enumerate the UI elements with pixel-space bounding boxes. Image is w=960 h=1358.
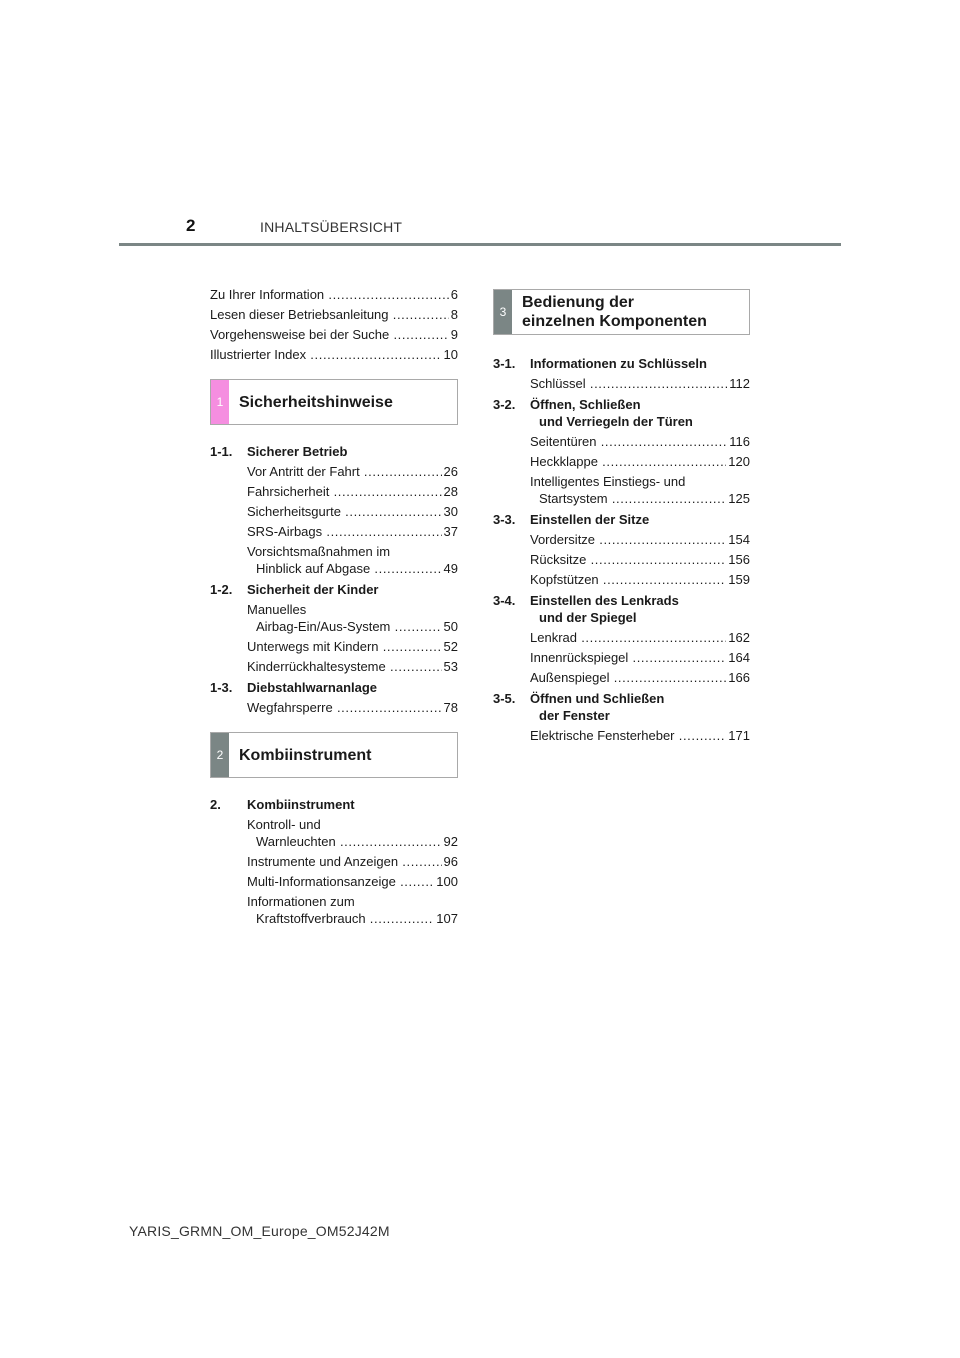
toc-entry[interactable] [530, 551, 750, 568]
toc-entry-label: Multi-Informationsanzeige ..... [247, 873, 434, 890]
toc-entry-label: Instrumente und Anzeigen ..... [247, 853, 442, 870]
subsection-heading[interactable] [210, 581, 458, 598]
toc-entry[interactable] [530, 727, 750, 744]
toc-entry[interactable] [530, 649, 750, 666]
toc-entry-label: Kinderrückhaltesysteme ..... [247, 658, 442, 675]
section-2-banner[interactable] [210, 732, 458, 778]
subsection-number: 3-5. [493, 691, 516, 706]
subsection-heading[interactable] [493, 592, 750, 626]
subsection-heading[interactable] [210, 679, 458, 696]
subsection-title: Einstellen der Sitze [530, 512, 650, 527]
toc-entry-label-line1: Intelligentes Einstiegs- und [530, 474, 686, 489]
header-divider [119, 243, 841, 246]
toc-entry-page: 53 [443, 659, 458, 674]
toc-entry-label: Vorgehensweise bei der Suche ..... [210, 326, 449, 343]
toc-entry-label: Heckklappe ..... [530, 453, 726, 470]
subsection-title-line1: Öffnen und Schließen [530, 691, 665, 706]
subsection-title: Sicherer Betrieb [247, 444, 348, 459]
toc-entry-page: 49 [443, 561, 458, 576]
toc-entry-label: Wegfahrsperre ..... [247, 699, 442, 716]
toc-entry[interactable] [247, 658, 458, 675]
toc-entry-label: Außenspiegel ..... [530, 669, 726, 686]
toc-entry-page: 26 [443, 464, 458, 479]
toc-entry[interactable] [210, 326, 458, 343]
toc-entry-label: Rücksitze ..... [530, 551, 726, 568]
subsection-title-line2: und der Spiegel [539, 610, 637, 625]
section-1-banner[interactable] [210, 379, 458, 425]
section-title: Kombiinstrument [239, 746, 372, 764]
subsection-title: Sicherheit der Kinder [247, 582, 379, 597]
toc-entry[interactable] [247, 601, 458, 635]
subsection-title [530, 690, 750, 724]
toc-entry[interactable] [247, 463, 458, 480]
toc-entry[interactable] [247, 543, 458, 577]
toc-entry-page: 156 [728, 552, 750, 567]
toc-entry-page: 96 [443, 854, 458, 869]
toc-entry-label: Hinblick auf Abgase ..... [256, 560, 442, 577]
toc-entry-page: 8 [450, 307, 458, 322]
toc-entry-page: 92 [443, 834, 458, 849]
toc-entry-page: 159 [728, 572, 750, 587]
toc-entry[interactable] [530, 571, 750, 588]
toc-entry-label: Illustrierter Index ..... [210, 346, 442, 363]
toc-entry-label-line1: Manuelles [247, 602, 307, 617]
toc-entry[interactable] [247, 503, 458, 520]
toc-entry-label: Lenkrad ..... [530, 629, 726, 646]
toc-entry-page: 107 [436, 911, 458, 926]
subsection-title: Informationen zu Schlüsseln [530, 356, 707, 371]
section-3-banner[interactable] [493, 289, 750, 335]
toc-entry[interactable] [247, 523, 458, 540]
toc-entry[interactable] [530, 375, 750, 392]
subsection-title-line1: Öffnen, Schließen [530, 397, 641, 412]
toc-left-column [210, 286, 458, 930]
section-title [512, 293, 707, 331]
subsection-title-line2: der Fenster [539, 708, 610, 723]
subsection-title-line2: und Verriegeln der Türen [539, 414, 693, 429]
toc-entry[interactable] [530, 473, 750, 507]
toc-entry[interactable] [530, 531, 750, 548]
subsection-number: 3-1. [493, 356, 516, 371]
toc-entry-label: Startsystem ..... [539, 490, 726, 507]
toc-entry[interactable] [247, 638, 458, 655]
toc-entry-page: 30 [443, 504, 458, 519]
toc-entry-label: SRS-Airbags ..... [247, 523, 442, 540]
toc-entry[interactable] [530, 669, 750, 686]
subsection-heading[interactable] [210, 796, 458, 813]
subsection-heading[interactable] [210, 443, 458, 460]
toc-entry-label: Sicherheitsgurte ..... [247, 503, 442, 520]
subsection-number: 3-2. [493, 397, 516, 412]
toc-entry-label: Seitentüren ..... [530, 433, 727, 450]
toc-entry-page: 171 [728, 728, 750, 743]
subsection-number: 1-3. [210, 680, 233, 695]
toc-entry-page: 116 [729, 434, 750, 449]
toc-entry-label: Zu Ihrer Information ..... [210, 286, 449, 303]
toc-entry-page: 120 [728, 454, 750, 469]
subsection-title: Kombiinstrument [247, 797, 355, 812]
toc-entry-page: 112 [729, 376, 750, 391]
subsection-title: Diebstahlwarnanlage [247, 680, 378, 695]
toc-entry[interactable] [530, 433, 750, 450]
toc-entry-page: 50 [443, 619, 458, 634]
subsection-heading[interactable] [493, 396, 750, 430]
toc-entry-label: Airbag-Ein/Aus-System ..... [256, 618, 442, 635]
section-tab-3: 3 [494, 290, 512, 334]
toc-entry[interactable] [247, 853, 458, 870]
toc-entry-page: 52 [443, 639, 458, 654]
toc-entry-label: Vordersitze ..... [530, 531, 726, 548]
section-tab-2: 2 [211, 733, 229, 777]
page-number: 2 [186, 216, 196, 235]
subsection-title-line1: Einstellen des Lenkrads [530, 593, 679, 608]
toc-entry-label: Fahrsicherheit ..... [247, 483, 442, 500]
toc-entry-page: 10 [443, 347, 458, 362]
toc-right-column [493, 289, 750, 747]
toc-entry-page: 28 [443, 484, 458, 499]
section-title-line2: einzelnen Komponenten [522, 313, 707, 330]
toc-entry-label: Unterwegs mit Kindern ..... [247, 638, 442, 655]
toc-entry-page: 154 [728, 532, 750, 547]
page-title: INHALTSÜBERSICHT [260, 219, 403, 235]
toc-entry-label: Kraftstoffverbrauch ..... [256, 910, 434, 927]
toc-entry-label: Innenrückspiegel ..... [530, 649, 726, 666]
toc-entry[interactable] [247, 816, 458, 850]
toc-entry-page: 164 [728, 650, 750, 665]
toc-entry-page: 162 [728, 630, 750, 645]
toc-entry[interactable] [530, 629, 750, 646]
toc-entry-page: 6 [450, 287, 458, 302]
section-title: Sicherheitshinweise [239, 393, 393, 411]
document-id: YARIS_GRMN_OM_Europe_OM52J42M [129, 1223, 390, 1239]
toc-entry-label: Lesen dieser Betriebsanleitung ..... [210, 306, 449, 323]
toc-entry-label: Kopfstützen ..... [530, 571, 726, 588]
toc-entry-page: 100 [436, 874, 458, 889]
toc-entry[interactable] [530, 453, 750, 470]
subsection-number: 3-3. [493, 512, 516, 527]
toc-entry-page: 78 [443, 700, 458, 715]
toc-entry-label: Elektrische Fensterheber ..... [530, 727, 726, 744]
toc-entry[interactable] [247, 873, 458, 890]
section-tab-1: 1 [211, 380, 229, 424]
subsection-number: 1-2. [210, 582, 233, 597]
toc-entry-label: Warnleuchten ..... [256, 833, 442, 850]
toc-entry[interactable] [210, 306, 458, 323]
toc-entry[interactable] [247, 483, 458, 500]
toc-entry-page: 166 [728, 670, 750, 685]
toc-entry-label: Schlüssel ..... [530, 375, 727, 392]
toc-entry-page: 125 [728, 491, 750, 506]
toc-entry[interactable] [247, 893, 458, 927]
toc-entry-page: 37 [443, 524, 458, 539]
subsection-number: 2. [210, 797, 221, 812]
toc-entry[interactable] [210, 286, 458, 303]
toc-entry-label-line1: Kontroll- und [247, 817, 321, 832]
toc-entry[interactable] [247, 699, 458, 716]
toc-entry-label-line1: Informationen zum [247, 894, 355, 909]
subsection-heading[interactable] [493, 511, 750, 528]
section-title-line1: Bedienung der [522, 294, 635, 311]
subsection-heading[interactable] [493, 355, 750, 372]
toc-entry-label-line1: Vorsichtsmaßnahmen im [247, 544, 391, 559]
subsection-number: 1-1. [210, 444, 233, 459]
toc-entry[interactable] [210, 346, 458, 363]
subsection-title [530, 592, 750, 626]
toc-entry-label: Vor Antritt der Fahrt ..... [247, 463, 442, 480]
subsection-number: 3-4. [493, 593, 516, 608]
subsection-heading[interactable] [493, 690, 750, 724]
toc-entry-page: 9 [450, 327, 458, 342]
subsection-title [530, 396, 750, 430]
